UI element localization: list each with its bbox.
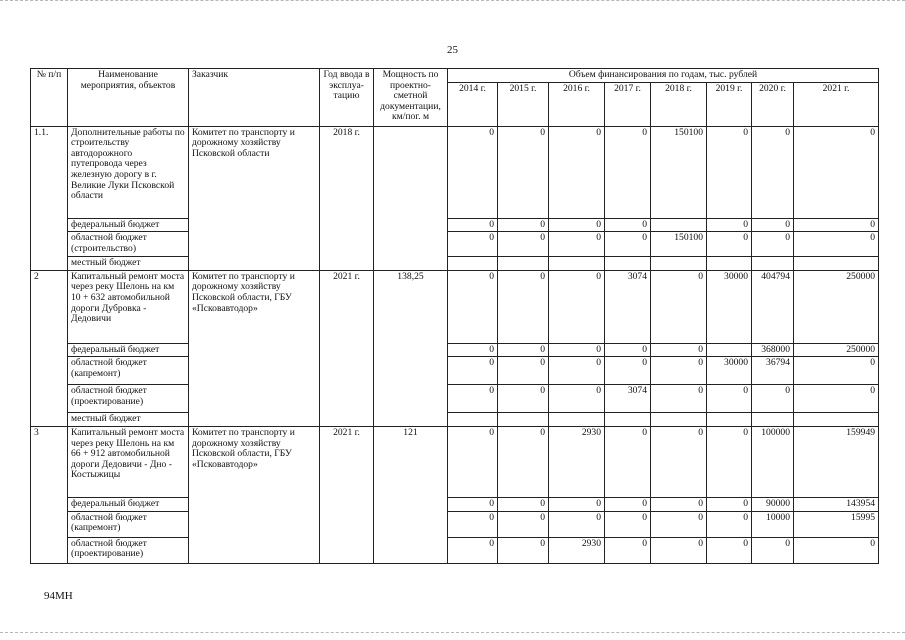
page-number: 25 (447, 44, 458, 56)
funding-value: 0 (605, 426, 651, 497)
funding-value: 0 (498, 126, 549, 218)
funding-value: 0 (549, 357, 605, 385)
funding-value (794, 413, 879, 427)
funding-value: 0 (549, 385, 605, 413)
budget-source-label: областной бюджет (строительство) (68, 232, 189, 257)
funding-value (651, 413, 707, 427)
funding-table (30, 68, 879, 564)
funding-value: 0 (448, 357, 498, 385)
funding-value: 0 (549, 343, 605, 357)
funding-value: 0 (794, 232, 879, 257)
funding-value: 0 (707, 218, 752, 232)
funding-value: 0 (448, 537, 498, 563)
project-name: Дополнительные работы по строительству автодорожного путепровода через железную дорогу в г. Великие Луки Псковской области (68, 126, 189, 218)
project-number: 1.1. (31, 126, 68, 270)
funding-value: 0 (707, 511, 752, 537)
funding-value: 0 (605, 537, 651, 563)
funding-value: 0 (549, 126, 605, 218)
funding-value (707, 413, 752, 427)
funding-value: 10000 (752, 511, 794, 537)
budget-source-row (31, 497, 879, 511)
header-year-col: 2016 г. (549, 82, 605, 126)
funding-value: 0 (605, 126, 651, 218)
funding-value (448, 257, 498, 271)
funding-value (549, 413, 605, 427)
budget-source-row (31, 357, 879, 385)
project-number: 3 (31, 426, 68, 563)
scan-edge-bottom (0, 632, 905, 636)
funding-value: 0 (605, 497, 651, 511)
funding-value: 0 (651, 497, 707, 511)
funding-value: 0 (498, 218, 549, 232)
header-year-col: 2020 г. (752, 82, 794, 126)
project-customer: Комитет по транспорту и дорожному хозяйству Псковской области (189, 126, 320, 270)
funding-value (498, 257, 549, 271)
budget-source-label: областной бюджет (проектирование) (68, 537, 189, 563)
funding-value: 0 (651, 357, 707, 385)
funding-value: 0 (448, 126, 498, 218)
funding-value: 0 (605, 232, 651, 257)
funding-value: 0 (498, 343, 549, 357)
header-year-col: 2017 г. (605, 82, 651, 126)
header-year-col: 2018 г. (651, 82, 707, 126)
project-number: 2 (31, 270, 68, 426)
funding-value: 0 (752, 218, 794, 232)
funding-value (651, 257, 707, 271)
project-row (31, 126, 879, 218)
project-year: 2021 г. (320, 270, 374, 426)
funding-value: 0 (707, 232, 752, 257)
funding-value: 0 (605, 218, 651, 232)
budget-source-row (31, 218, 879, 232)
project-customer: Комитет по транспорту и дорожному хозяйству Псковской области, ГБУ «Псковавтодор» (189, 426, 320, 563)
funding-value: 0 (651, 343, 707, 357)
budget-source-label: областной бюджет (проектирование) (68, 385, 189, 413)
funding-value: 0 (707, 426, 752, 497)
funding-value: 250000 (794, 270, 879, 343)
funding-value (448, 413, 498, 427)
funding-value: 0 (448, 343, 498, 357)
budget-source-row (31, 232, 879, 257)
scan-edge-top (0, 0, 905, 4)
project-name: Капитальный ремонт моста через реку Шелонь на км 66 + 912 автомобильной дороги Дедовичи - Дно - Костыжицы (68, 426, 189, 497)
budget-source-label: федеральный бюджет (68, 343, 189, 357)
project-row (31, 270, 879, 343)
funding-value: 0 (794, 218, 879, 232)
funding-value: 0 (448, 270, 498, 343)
header-year: Год ввода в эксплуа-тацию (320, 69, 374, 127)
funding-value: 0 (448, 218, 498, 232)
funding-value: 0 (707, 126, 752, 218)
funding-value: 0 (752, 537, 794, 563)
funding-value: 15995 (794, 511, 879, 537)
funding-value: 0 (448, 497, 498, 511)
funding-value: 0 (498, 385, 549, 413)
funding-value: 0 (651, 511, 707, 537)
project-capacity: 138,25 (374, 270, 448, 426)
table-body (31, 126, 879, 563)
funding-value (605, 413, 651, 427)
funding-value: 0 (651, 385, 707, 413)
funding-value: 0 (498, 270, 549, 343)
project-year: 2021 г. (320, 426, 374, 563)
budget-source-label: областной бюджет (капремонт) (68, 357, 189, 385)
budget-source-row (31, 511, 879, 537)
funding-value: 0 (752, 126, 794, 218)
header-year-col: 2015 г. (498, 82, 549, 126)
funding-value (651, 218, 707, 232)
funding-value: 0 (549, 497, 605, 511)
header-capacity: Мощность по проектно-сметной документации, км/пог. м (374, 69, 448, 127)
funding-value: 0 (498, 497, 549, 511)
project-name: Капитальный ремонт моста через реку Шелонь на км 10 + 632 автомобильной дороги Дубровка - Дедовичи (68, 270, 189, 343)
funding-value (752, 257, 794, 271)
funding-value: 0 (707, 497, 752, 511)
project-capacity (374, 126, 448, 270)
budget-source-label: местный бюджет (68, 413, 189, 427)
budget-source-row (31, 385, 879, 413)
funding-value: 0 (549, 218, 605, 232)
header-year-col: 2021 г. (794, 82, 879, 126)
budget-source-label: федеральный бюджет (68, 497, 189, 511)
funding-value (707, 257, 752, 271)
funding-value: 30000 (707, 270, 752, 343)
project-capacity: 121 (374, 426, 448, 563)
project-customer: Комитет по транспорту и дорожному хозяйству Псковской области, ГБУ «Псковавтодор» (189, 270, 320, 426)
funding-value: 0 (651, 270, 707, 343)
funding-value: 90000 (752, 497, 794, 511)
funding-value: 0 (752, 232, 794, 257)
header-customer: Заказчик (189, 69, 320, 127)
funding-value: 0 (752, 385, 794, 413)
budget-source-label: федеральный бюджет (68, 218, 189, 232)
funding-value: 36794 (752, 357, 794, 385)
header-name: Наименование мероприятия, объектов (68, 69, 189, 127)
funding-value (752, 413, 794, 427)
funding-value: 0 (498, 232, 549, 257)
funding-value: 0 (549, 511, 605, 537)
funding-value: 0 (794, 537, 879, 563)
funding-value: 0 (498, 537, 549, 563)
funding-value (707, 343, 752, 357)
project-row (31, 426, 879, 497)
budget-source-label: областной бюджет (капремонт) (68, 511, 189, 537)
funding-value: 0 (448, 426, 498, 497)
funding-value: 0 (707, 385, 752, 413)
budget-source-row (31, 257, 879, 271)
budget-source-label: местный бюджет (68, 257, 189, 271)
funding-value: 159949 (794, 426, 879, 497)
funding-value: 0 (549, 270, 605, 343)
header-year-col: 2014 г. (448, 82, 498, 126)
funding-value: 0 (605, 511, 651, 537)
document-code: 94МН (44, 590, 73, 602)
funding-value (605, 257, 651, 271)
table-header (31, 69, 879, 127)
funding-value: 0 (794, 357, 879, 385)
funding-value: 250000 (794, 343, 879, 357)
funding-value: 0 (498, 426, 549, 497)
funding-value (498, 413, 549, 427)
funding-value: 0 (605, 343, 651, 357)
funding-value: 143954 (794, 497, 879, 511)
funding-value: 150100 (651, 126, 707, 218)
funding-value: 0 (794, 126, 879, 218)
header-num: № п/п (31, 69, 68, 127)
funding-value: 2930 (549, 426, 605, 497)
funding-value: 0 (498, 357, 549, 385)
funding-value: 0 (707, 537, 752, 563)
funding-value: 0 (448, 511, 498, 537)
funding-value (794, 257, 879, 271)
funding-value: 0 (794, 385, 879, 413)
funding-value: 30000 (707, 357, 752, 385)
funding-value: 0 (549, 232, 605, 257)
budget-source-row (31, 413, 879, 427)
funding-value: 2930 (549, 537, 605, 563)
header-year-col: 2019 г. (707, 82, 752, 126)
budget-source-row (31, 537, 879, 563)
funding-value: 3074 (605, 270, 651, 343)
funding-value: 150100 (651, 232, 707, 257)
funding-value: 3074 (605, 385, 651, 413)
funding-value: 368000 (752, 343, 794, 357)
funding-value: 100000 (752, 426, 794, 497)
funding-value: 0 (448, 232, 498, 257)
funding-value: 0 (651, 537, 707, 563)
funding-value: 404794 (752, 270, 794, 343)
header-funding: Объем финансирования по годам, тыс. рублей (448, 69, 879, 83)
funding-value: 0 (448, 385, 498, 413)
funding-value: 0 (498, 511, 549, 537)
funding-value: 0 (651, 426, 707, 497)
funding-value (549, 257, 605, 271)
budget-source-row (31, 343, 879, 357)
project-year: 2018 г. (320, 126, 374, 270)
funding-value: 0 (605, 357, 651, 385)
